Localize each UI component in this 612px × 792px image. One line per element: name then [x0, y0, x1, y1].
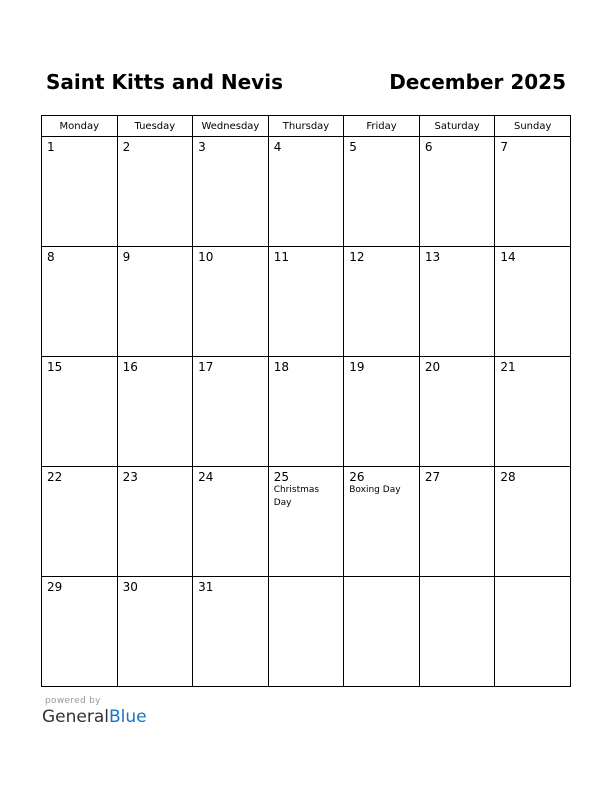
week-row: [42, 247, 571, 357]
weekday-header: Monday: [42, 116, 118, 137]
day-cell: [495, 247, 571, 357]
day-number: 3: [198, 140, 206, 154]
week-row: [42, 577, 571, 687]
day-number: 12: [349, 250, 365, 264]
day-cell: [344, 247, 420, 357]
weekday-header: Saturday: [419, 116, 495, 137]
day-number: 17: [198, 360, 214, 374]
day-cell: [344, 357, 420, 467]
day-number: 1: [47, 140, 55, 154]
day-cell: [268, 577, 344, 687]
holiday-label: Boxing Day: [349, 485, 401, 495]
day-cell: [344, 577, 420, 687]
weekday-header: Sunday: [495, 116, 571, 137]
week-row: [42, 357, 571, 467]
weekday-header: Friday: [344, 116, 420, 137]
day-number: [495, 577, 570, 580]
day-number: 5: [349, 140, 357, 154]
day-cell: [495, 467, 571, 577]
day-cell: [117, 357, 193, 467]
day-cell: [344, 467, 420, 577]
day-cell: [117, 137, 193, 247]
day-cell: [268, 357, 344, 467]
day-number: 14: [500, 250, 516, 264]
day-cell: [495, 137, 571, 247]
footer-branding: [42, 696, 147, 727]
day-cell: [268, 467, 344, 577]
day-number: 16: [122, 360, 138, 374]
day-cell: [193, 467, 269, 577]
day-number: 20: [424, 360, 441, 374]
day-cell: [193, 137, 269, 247]
day-cell: [344, 137, 420, 247]
day-number: 29: [47, 580, 63, 594]
day-number: 15: [47, 360, 63, 374]
day-cell: [42, 357, 118, 467]
day-cell: [419, 137, 495, 247]
day-cell: [268, 247, 344, 357]
day-number: 9: [122, 250, 131, 264]
weekday-header: Thursday: [268, 116, 344, 137]
day-cell: [117, 467, 193, 577]
day-number: 10: [198, 250, 214, 264]
weekday-header: Tuesday: [117, 116, 193, 137]
day-cell: [419, 247, 495, 357]
day-number: 8: [47, 250, 55, 264]
day-cell: [42, 247, 118, 357]
day-number: 23: [122, 470, 138, 484]
day-cell: [419, 467, 495, 577]
day-number: 13: [424, 250, 441, 264]
day-number: 25: [273, 470, 289, 484]
calendar-grid: [41, 115, 571, 687]
day-cell: [495, 357, 571, 467]
day-cell: [193, 577, 269, 687]
day-cell: [419, 577, 495, 687]
day-cell: [42, 577, 118, 687]
country-title: Saint Kitts and Nevis: [46, 70, 283, 94]
logo-part-general: General: [42, 707, 109, 727]
day-number: 11: [273, 250, 289, 264]
day-number: [344, 577, 419, 580]
week-row: [42, 467, 571, 577]
powered-by-text: powered by: [45, 696, 101, 706]
day-cell: [495, 577, 571, 687]
month-title: December 2025: [389, 70, 566, 94]
day-number: 4: [273, 140, 282, 154]
weekday-header: Wednesday: [193, 116, 269, 137]
day-cell: [42, 467, 118, 577]
calendar-header: [46, 70, 566, 100]
day-number: 18: [273, 360, 289, 374]
day-cell: [193, 247, 269, 357]
day-number: 24: [198, 470, 214, 484]
holiday-label: Christmas Day: [273, 485, 320, 508]
day-number: 22: [47, 470, 63, 484]
day-number: [420, 577, 495, 580]
day-cell: [193, 357, 269, 467]
day-number: 21: [500, 360, 516, 374]
day-number: 31: [198, 580, 214, 594]
logo-part-blue: Blue: [109, 707, 147, 727]
day-cell: [117, 247, 193, 357]
day-number: 26: [349, 470, 365, 484]
day-number: 2: [122, 140, 131, 154]
day-cell: [117, 577, 193, 687]
day-number: 6: [424, 140, 433, 154]
day-cell: [42, 137, 118, 247]
day-number: 30: [122, 580, 138, 594]
day-cell: [419, 357, 495, 467]
day-number: 7: [500, 140, 509, 154]
week-row: [42, 137, 571, 247]
day-cell: [268, 137, 344, 247]
day-number: [269, 577, 344, 580]
day-number: 28: [500, 470, 516, 484]
weekday-header-row: [42, 116, 571, 137]
day-number: 19: [349, 360, 365, 374]
generalblue-logo: [42, 707, 147, 727]
day-number: 27: [424, 470, 441, 484]
